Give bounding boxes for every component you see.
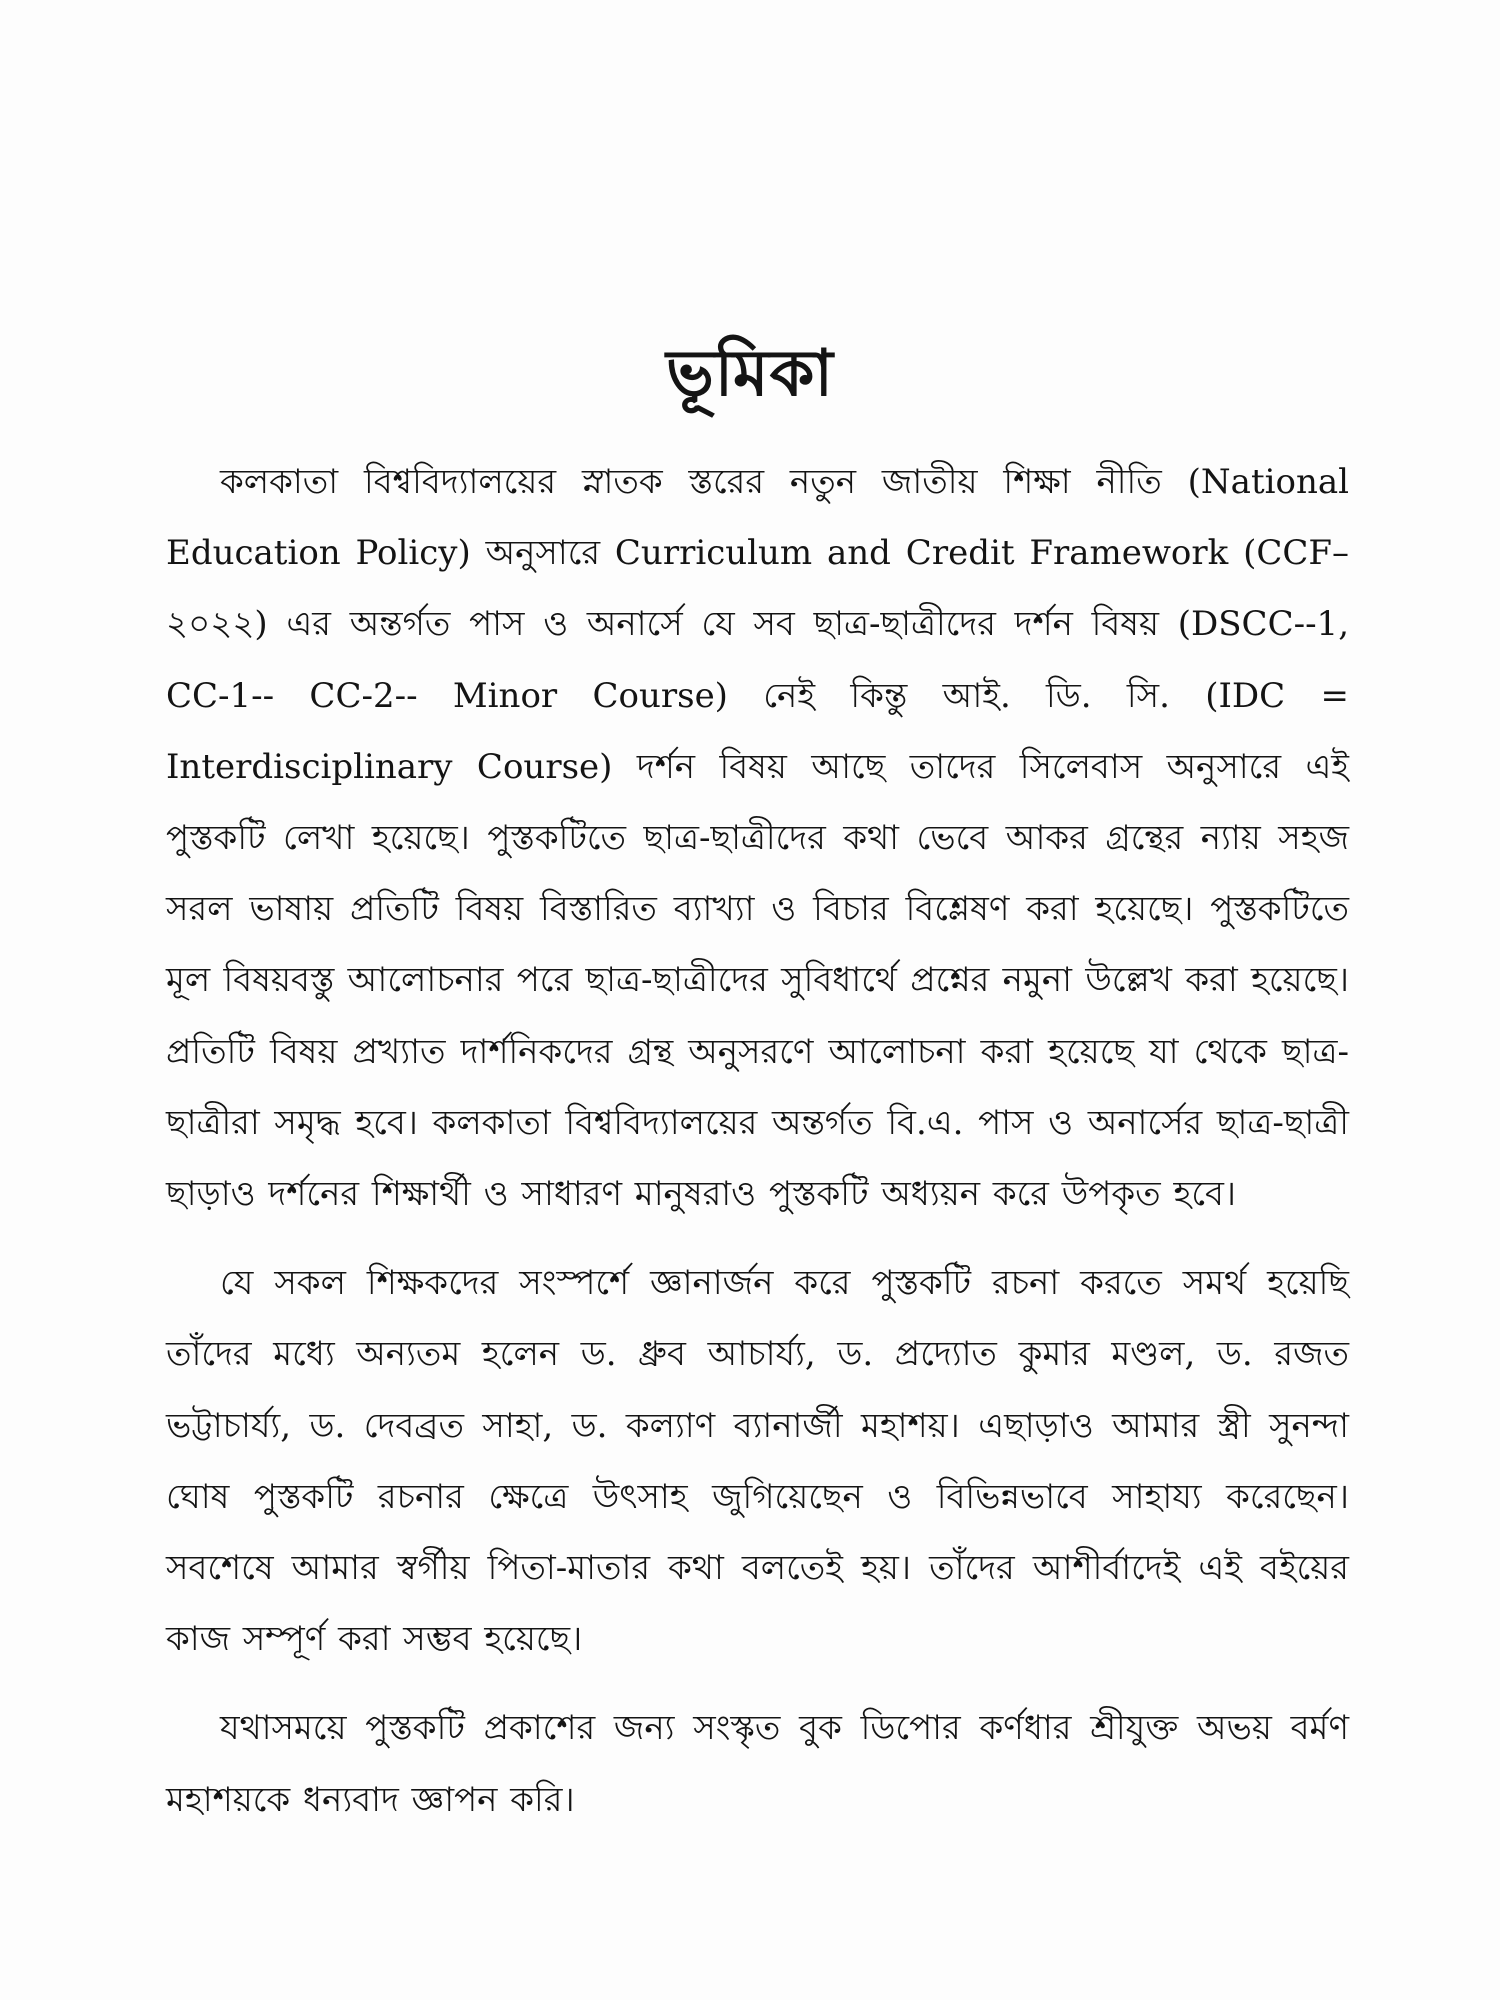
paragraph-acknowledgements: যে সকল শিক্ষকদের সংস্পর্শে জ্ঞানার্জন করে পুস্তকটি রচনা করতে সমর্থ হয়েছি তাঁদের মধ্যে অন্যতম হলেন ড. ধ্রুব আচার্য্য, ড. প্রদ্যোত কুমার মণ্ডল, ড. রজত ভট্টাচার্য্য, ড. দেবব্রত সাহা, ড. কল্যাণ ব্যানার্জী মহাশয়। এছাড়াও আমার স্ত্রী সুনন্দা ঘোষ পুস্তকটি রচনার ক্ষেত্রে উৎসাহ জুগিয়েছেন ও বিভিন্নভাবে সাহায্য করেছেন। সবশেষে আমার স্বর্গীয় পিতা-মাতার কথা বলতেই হয়। তাঁদের আশীর্বাদেই এই বইয়ের কাজ সম্পূর্ণ করা সম্ভব হয়েছে। [166,1263,1349,1660]
paragraph-publisher-thanks: যথাসময়ে পুস্তকটি প্রকাশের জন্য সংস্কৃত বুক ডিপোর কর্ণধার শ্রীযুক্ত অভয় বর্মণ মহাশয়কে ধন্যবাদ জ্ঞাপন করি। [166,1708,1349,1820]
paragraph-intro: কলকাতা বিশ্ববিদ্যালয়ের স্নাতক স্তরের নতুন জাতীয় শিক্ষা নীতি (National Education Policy) অনুসারে Curriculum and Credit Framework (CCF– ২০২২) এর অন্তর্গত পাস ও অনার্সে যে সব ছাত্র-ছাত্রীদের দর্শন বিষয় (DSCC--1, CC-1-- CC-2-- Minor Course) নেই কিন্তু আই. ডি. সি. (IDC = Interdisciplinary Course) দর্শন বিষয় আছে তাদের সিলেবাস অনুসারে এই পুস্তকটি লেখা হয়েছে। পুস্তকটিতে ছাত্র-ছাত্রীদের কথা ভেবে আকর গ্রন্থের ন্যায় সহজ সরল ভাষায় প্রতিটি বিষয় বিস্তারিত ব্যাখ্যা ও বিচার বিশ্লেষণ করা হয়েছে। পুস্তকটিতে মূল বিষয়বস্তু আলোচনার পরে ছাত্র-ছাত্রীদের সুবিধার্থে প্রশ্নের নমুনা উল্লেখ করা হয়েছে। প্রতিটি বিষয় প্রখ্যাত দার্শনিকদের গ্রন্থ অনুসরণে আলোচনা করা হয়েছে যা থেকে ছাত্র-ছাত্রীরা সমৃদ্ধ হবে। কলকাতা বিশ্ববিদ্যালয়ের অন্তর্গত বি.এ. পাস ও অনার্সের ছাত্র-ছাত্রী ছাড়াও দর্শনের শিক্ষার্থী ও সাধারণ মানুষরাও পুস্তকটি অধ্যয়ন করে উপকৃত হবে। [166,462,1349,1215]
page-title: ভূমিকা [666,335,834,411]
preface-body [166,447,1349,1836]
